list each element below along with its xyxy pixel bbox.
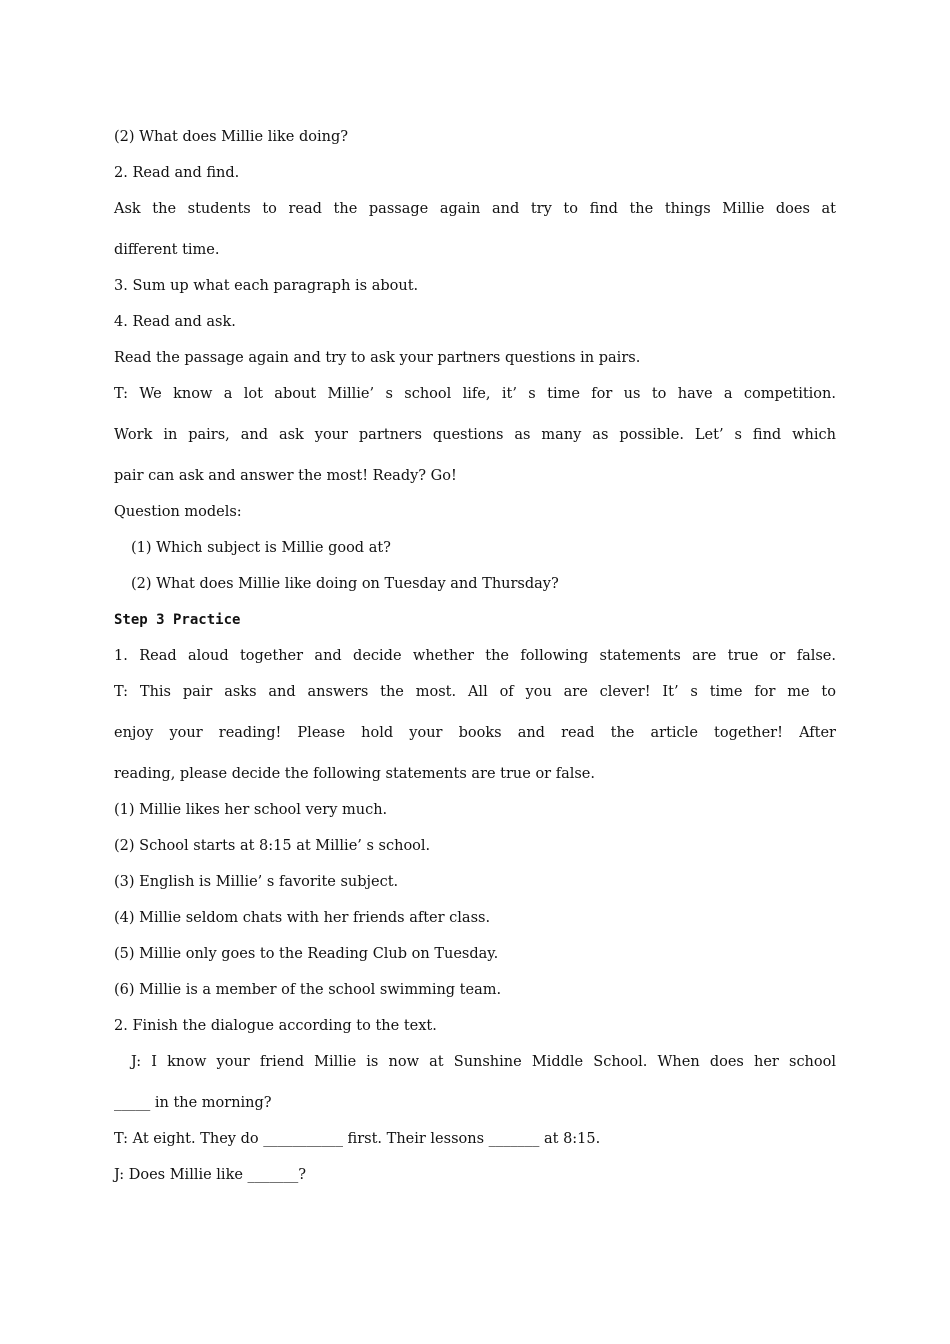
text-line: different time. <box>114 242 220 258</box>
text-line: 1. Read aloud together and decide whether the following statements are true or false. <box>114 648 836 664</box>
text-line: Question models: <box>114 504 242 520</box>
text-line: (2) What does Millie like doing? <box>114 129 348 145</box>
text-line: J: Does Millie like _______? <box>114 1167 307 1183</box>
section-heading: Step 3 Practice <box>114 612 241 628</box>
text-line: J: I know your friend Millie is now at Sunshine Middle School. When does her school <box>131 1054 836 1070</box>
text-line: (6) Millie is a member of the school swimming team. <box>114 982 502 998</box>
text-line: T: We know a lot about Millie’ s school life, it’ s time for us to have a competition. <box>114 386 836 402</box>
text-line: 4. Read and ask. <box>114 314 236 330</box>
text-line: 3. Sum up what each paragraph is about. <box>114 278 419 294</box>
text-line: (2) School starts at 8:15 at Millie’ s school. <box>114 838 431 854</box>
text-line: Ask the students to read the passage again and try to find the things Millie does at <box>114 201 836 217</box>
text-line: Work in pairs, and ask your partners questions as many as possible. Let’ s find which <box>114 427 836 443</box>
text-line: (5) Millie only goes to the Reading Club on Tuesday. <box>114 946 499 962</box>
text-line: T: This pair asks and answers the most. All of you are clever! It’ s time for me to <box>114 684 836 700</box>
text-line: (4) Millie seldom chats with her friends after class. <box>114 910 491 926</box>
text-line: Read the passage again and try to ask your partners questions in pairs. <box>114 350 641 366</box>
text-line: (1) Millie likes her school very much. <box>114 802 388 818</box>
text-line: pair can ask and answer the most! Ready? Go! <box>114 468 457 484</box>
text-line: enjoy your reading! Please hold your books and read the article together! After <box>114 725 836 741</box>
text-line: reading, please decide the following statements are true or false. <box>114 766 595 782</box>
text-line: (1) Which subject is Millie good at? <box>131 540 391 556</box>
text-line: _____ in the morning? <box>114 1095 272 1111</box>
text-line: 2. Read and find. <box>114 165 240 181</box>
text-line: (3) English is Millie’ s favorite subject. <box>114 874 399 890</box>
text-line: (2) What does Millie like doing on Tuesday and Thursday? <box>131 576 559 592</box>
text-line: 2. Finish the dialogue according to the text. <box>114 1018 437 1034</box>
text-line: T: At eight. They do ___________ first. Their lessons _______ at 8:15. <box>114 1131 601 1147</box>
